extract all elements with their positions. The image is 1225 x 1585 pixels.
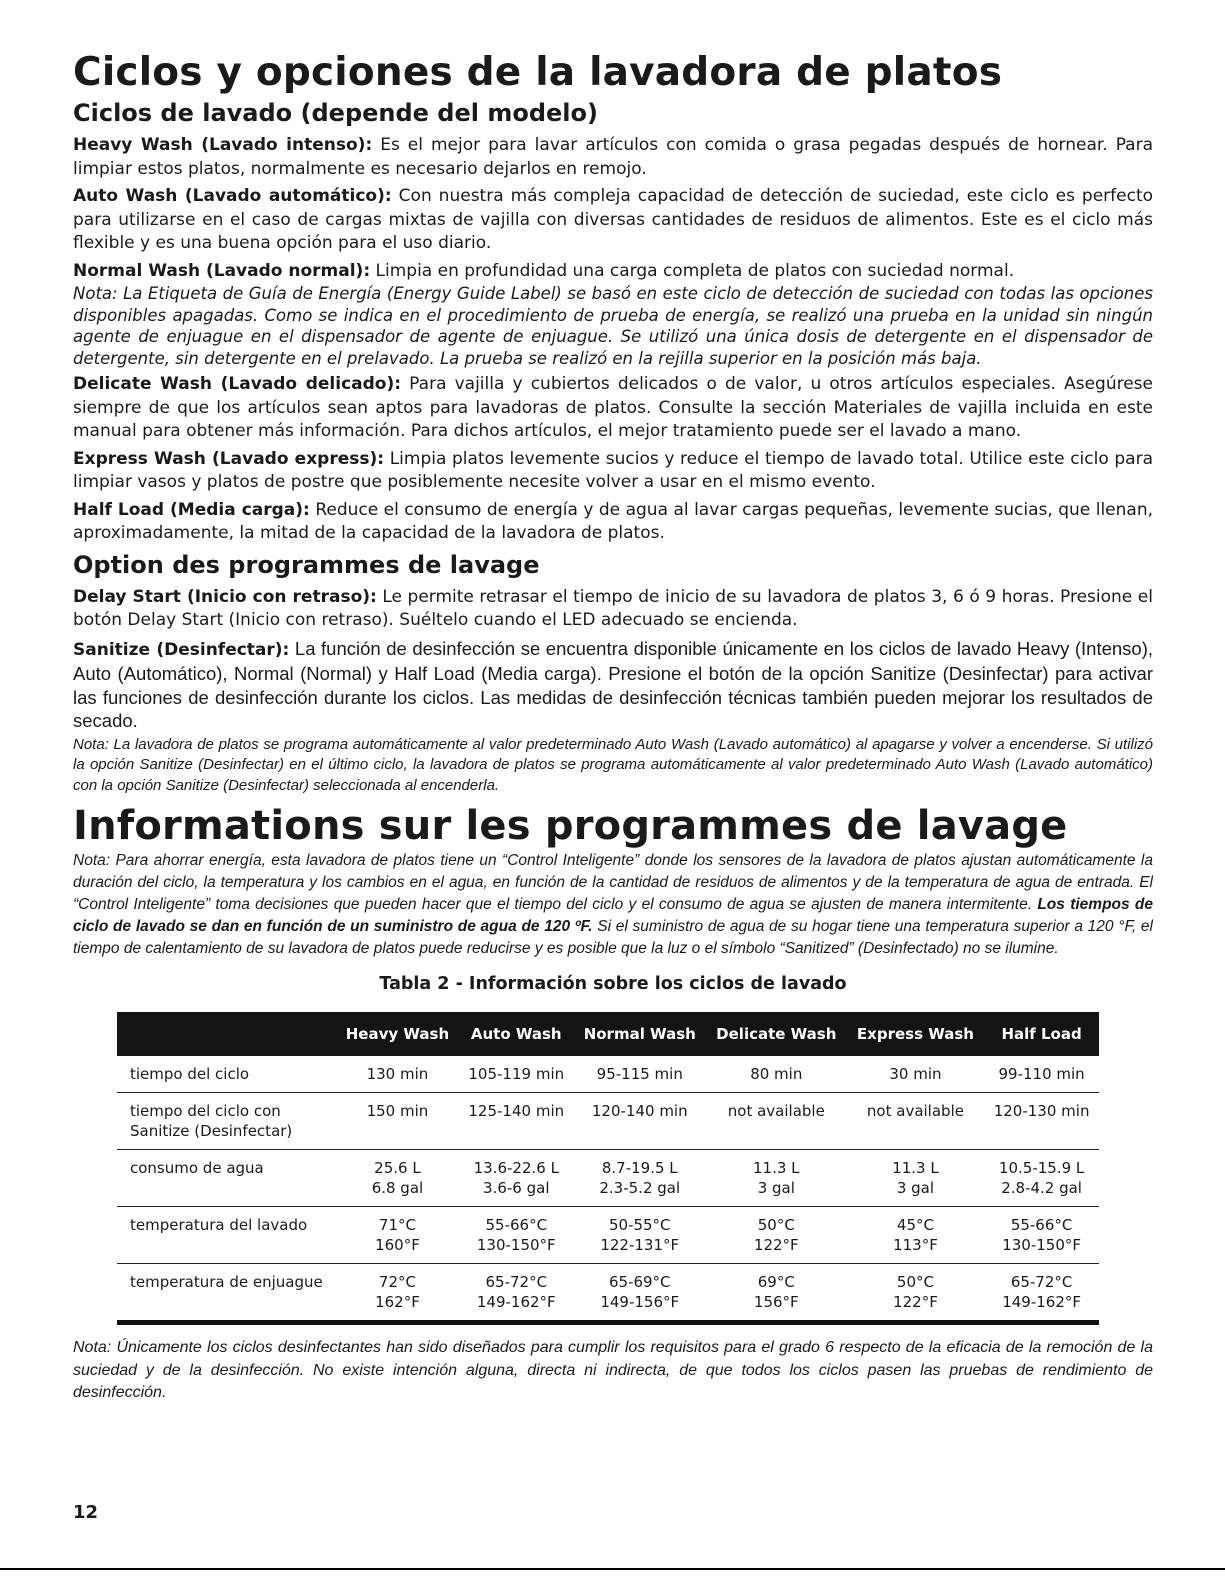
- cell-value: 149-162°F: [1002, 1293, 1081, 1311]
- cycles-heading: Ciclos de lavado (depende del modelo): [73, 99, 598, 127]
- cell-value: 11.3 L: [753, 1159, 800, 1177]
- table-row: [117, 1150, 1099, 1207]
- cell-value: 149-156°F: [600, 1293, 680, 1311]
- cell-value: 80 min: [750, 1065, 803, 1083]
- options-heading: Option des programmes de lavage: [73, 550, 540, 579]
- cell-value: 3 gal: [757, 1179, 795, 1197]
- cell-value: 120-140 min: [591, 1102, 688, 1120]
- cycle-info-table: [117, 1012, 1099, 1325]
- info-heading: Informations sur les programmes de lavage: [73, 803, 1068, 849]
- cell-value: 3 gal: [896, 1179, 935, 1197]
- cell-value: 113°F: [893, 1236, 938, 1254]
- table-cell: [459, 1264, 574, 1323]
- table-cell: [336, 1150, 459, 1207]
- table-cell: [847, 1093, 984, 1150]
- cell-value: 120-130 min: [993, 1102, 1090, 1120]
- table-cell: [574, 1150, 706, 1207]
- cell-value: 50-55°C: [608, 1216, 671, 1234]
- page-divider: [0, 1568, 1225, 1570]
- cell-value: 130 min: [366, 1065, 429, 1083]
- cell-value: 130-150°F: [476, 1236, 556, 1254]
- option-delay-start: Delay Start (Inicio con retraso): Le permite retrasar el tiempo de inicio de su lavadora de platos 3, 6 ó 9 horas. Presione el botón Delay Start (Inicio con retraso). Suéltelo cuando el LED adecuado se encienda.: [73, 586, 1153, 630]
- table-header-cell: Express Wash: [847, 1012, 984, 1056]
- cell-value: 50°C: [757, 1216, 795, 1234]
- table-header-cell: Normal Wash: [574, 1012, 706, 1056]
- cycle-delicate: Delicate Wash (Lavado delicado): Para vajilla y cubiertos delicados o de valor, u otros artículos especiales. Asegúrese siempre de que los artículos sean aptos para lavadoras de platos. Consulte la sección Materiales de vajilla incluida en este manual para obtener más información. Para dichos artículos, el mejor tratamiento puede ser el lavado a mano.: [73, 374, 1153, 441]
- cell-value: 105-119 min: [468, 1065, 565, 1083]
- table-cell: [984, 1150, 1099, 1207]
- cell-value: 65-69°C: [608, 1273, 671, 1291]
- table-cell: [984, 1056, 1099, 1093]
- page-number: 12: [73, 1502, 99, 1523]
- table-cell: [984, 1264, 1099, 1323]
- row-label: temperatura de enjuague: [117, 1264, 336, 1323]
- cell-value: 99-110 min: [998, 1065, 1085, 1083]
- cycle-half-load: Half Load (Media carga): Reduce el consumo de energía y de agua al lavar cargas pequeñas, levemente sucias, que llenan, aproximadamente, la mitad de la capacidad de la lavadora de platos.: [73, 499, 1154, 543]
- cell-value: 13.6-22.6 L: [473, 1159, 559, 1177]
- table-cell: [336, 1264, 459, 1323]
- table-cell: [459, 1093, 574, 1150]
- table-cell: [706, 1207, 847, 1264]
- table-cell: [574, 1264, 706, 1323]
- cell-value: 55-66°C: [485, 1216, 548, 1234]
- table-row: [117, 1056, 1099, 1093]
- cell-value: 122°F: [753, 1236, 799, 1254]
- row-label: tiempo del ciclo: [117, 1056, 336, 1093]
- table-cell: [574, 1207, 706, 1264]
- energy-note: Nota: La Etiqueta de Guía de Energía (Energy Guide Label) se basó en este ciclo de detección de suciedad con todas las opciones disponibles apagadas. Como se indica en el procedimiento de prueba de energía, se realizó una prueba en la unidad sin ningún agente de enjuague en el dispensador de agente de enjuague. Se utilizó una única dosis de detergente en el dispensador de detergente, sin detergente en el prelavado. La prueba se realizó en la rejilla superior en la posición más baja.: [73, 284, 1153, 368]
- footnote: Nota: Únicamente los ciclos desinfectantes han sido diseñados para cumplir los requisitos para el grado 6 respecto de la eficacia de la remoción de la suciedad y de la desinfección. No existe intención alguna, directa ni indirecta, de que todos los ciclos pasen las pruebas de rendimiento de desinfección.: [73, 1339, 1153, 1401]
- table-header-cell: Delicate Wash: [706, 1012, 847, 1056]
- cycle-heavy: Heavy Wash (Lavado intenso): Es el mejor para lavar artículos con comida o grasa pegadas después de hornear. Para limpiar estos platos, normalmente es necesario dejarlos en remojo.: [73, 135, 1154, 179]
- cell-value: 162°F: [375, 1293, 420, 1311]
- cell-value: 122-131°F: [600, 1236, 680, 1254]
- table-cell: [459, 1056, 574, 1093]
- table-cell: [706, 1056, 847, 1093]
- cell-value: 2.8-4.2 gal: [1001, 1179, 1082, 1197]
- table-header-cell: Half Load: [984, 1012, 1099, 1056]
- cell-value: 95-115 min: [596, 1065, 683, 1083]
- table-cell: [336, 1093, 459, 1150]
- row-label: tiempo del ciclo con Sanitize (Desinfectar): [117, 1093, 336, 1150]
- table-caption: Tabla 2 - Información sobre los ciclos de lavado: [379, 974, 847, 994]
- cycle-express: Express Wash (Lavado express): Limpia platos levemente sucios y reduce el tiempo de lavado total. Utilice este ciclo para limpiar vasos y platos de postre que posiblemente necesite volver a usar en el mismo evento.: [73, 448, 1153, 492]
- cell-value: 65-72°C: [1010, 1273, 1073, 1291]
- cell-value: 2.3-5.2 gal: [599, 1179, 681, 1197]
- cell-value: 50°C: [896, 1273, 934, 1291]
- cell-value: 156°F: [753, 1293, 799, 1311]
- table-cell: [847, 1264, 984, 1323]
- table-cell: [984, 1093, 1099, 1150]
- cell-value: 65-72°C: [485, 1273, 548, 1291]
- cell-value: 150 min: [366, 1102, 429, 1120]
- cycle-normal: Normal Wash (Lavado normal): Limpia en profundidad una carga completa de platos con suciedad normal.: [73, 260, 1015, 281]
- table-header-cell: Heavy Wash: [336, 1012, 459, 1056]
- info-note: Nota: Para ahorrar energía, esta lavadora de platos tiene un “Control Inteligente” donde los sensores de la lavadora de platos ajustan automáticamente la duración del ciclo, la temperatura y los cambios en el agua, en función de la cantidad de residuos de alimentos y de la temperatura de agua de entrada. El “Control Inteligente” toma decisiones que pueden hacer que el tiempo del ciclo y el consumo de agua se ajusten de manera intermitente. Los tiempos de ciclo de lavado se dan en función de un suministro de agua de 120 ºF. Si el suministro de agua de su hogar tiene una temperatura superior a 120 °F, el tiempo de calentamiento de su lavadora de platos puede reducirse y es posible que la luz o el símbolo “Sanitized” (Desinfectado) no se ilumine.: [73, 852, 1154, 957]
- table-header-cell: Auto Wash: [459, 1012, 574, 1056]
- row-label: temperatura del lavado: [117, 1207, 336, 1264]
- table-row: [117, 1207, 1099, 1264]
- table-cell: [847, 1207, 984, 1264]
- table-header-cell: [117, 1012, 336, 1056]
- table-cell: [336, 1207, 459, 1264]
- cell-value: 122°F: [893, 1293, 938, 1311]
- page-content: [73, 50, 1153, 1409]
- cell-value: 149-162°F: [476, 1293, 556, 1311]
- cell-value: 55-66°C: [1010, 1216, 1073, 1234]
- table-cell: [847, 1150, 984, 1207]
- cell-value: not available: [866, 1102, 964, 1120]
- cell-value: 125-140 min: [468, 1102, 565, 1120]
- cell-value: 6.8 gal: [371, 1179, 424, 1197]
- table-cell: [706, 1264, 847, 1323]
- cell-value: 11.3 L: [892, 1159, 939, 1177]
- table-cell: [574, 1093, 706, 1150]
- table-cell: [459, 1207, 574, 1264]
- cell-value: 3.6-6 gal: [483, 1179, 550, 1197]
- option-sanitize: Sanitize (Desinfectar): La función de desinfección se encuentra disponible únicamente en los ciclos de lavado Heavy (Intenso), Auto (Automático), Normal (Normal) y Half Load (Media carga). Presione el botón de la opción Sanitize (Desinfectar) para activar las funciones de desinfección durante los ciclos. Las medidas de desinfección técnicas también pueden mejorar los resultados de secado.: [73, 637, 1154, 731]
- cell-value: 160°F: [375, 1236, 420, 1254]
- table-row: [117, 1264, 1099, 1323]
- table-header-row: [117, 1012, 1099, 1056]
- cell-value: 25.6 L: [374, 1159, 421, 1177]
- cell-value: 72°C: [378, 1273, 416, 1291]
- table-cell: [847, 1056, 984, 1093]
- sanitize-note: Nota: La lavadora de platos se programa automáticamente al valor predeterminado Auto Wash (Lavado automático) al apagarse y volver a encenderse. Si utilizó la opción Sanitize (Desinfectar) en el último ciclo, la lavadora de platos se programa automáticamente al valor predeterminado Auto Wash (Lavado automático) con la opción Sanitize (Desinfectar) seleccionada al encenderla.: [73, 735, 1153, 794]
- cell-value: 69°C: [757, 1273, 795, 1291]
- table-cell: [574, 1056, 706, 1093]
- cell-value: 130-150°F: [1002, 1236, 1081, 1254]
- cycle-auto: Auto Wash (Lavado automático): Con nuestra más compleja capacidad de detección de suciedad, este ciclo es perfecto para utilizarse en el caso de cargas mixtas de vajilla con diversas cantidades de residuos de alimentos. Este es el ciclo más flexible y es una buena opción para el uso diario.: [73, 186, 1154, 253]
- cell-value: 45°C: [896, 1216, 934, 1234]
- table-cell: [336, 1056, 459, 1093]
- page-title: Ciclos y opciones de la lavadora de platos: [73, 50, 1003, 95]
- table-cell: [984, 1207, 1099, 1264]
- cell-value: not available: [727, 1102, 825, 1120]
- table-cell: [706, 1093, 847, 1150]
- cell-value: 30 min: [889, 1065, 942, 1083]
- cell-value: 8.7-19.5 L: [601, 1159, 678, 1177]
- table-row: [117, 1093, 1099, 1150]
- cell-value: 10.5-15.9 L: [998, 1159, 1085, 1177]
- table-cell: [706, 1150, 847, 1207]
- cell-value: 71°C: [378, 1216, 416, 1234]
- table-cell: [459, 1150, 574, 1207]
- row-label: consumo de agua: [117, 1150, 336, 1207]
